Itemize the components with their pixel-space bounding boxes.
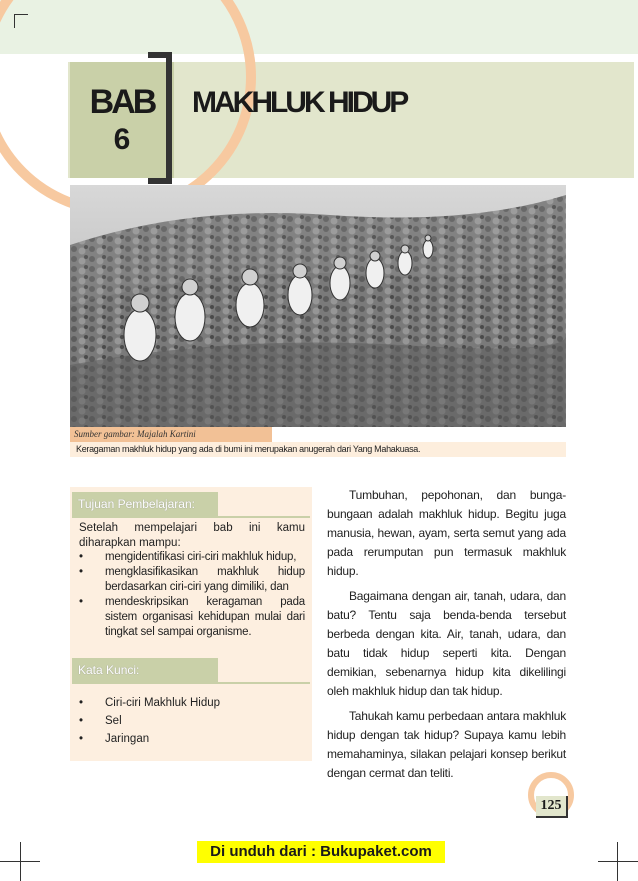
list-item: • mengklasifikasikan makhluk hidup berdasarkan ciri-ciri yang dimiliki, dan (79, 565, 305, 595)
tujuan-list (79, 550, 305, 640)
figure-caption: Keragaman makhluk hidup yang ada di bumi ini merupakan anugerah dari Yang Mahakuasa. (70, 442, 566, 457)
tujuan-heading: Tujuan Pembelajaran: (72, 492, 218, 516)
kata-kunci-divider (72, 682, 310, 684)
chapter-number: 6 (113, 123, 131, 156)
page-number: 125 (540, 798, 562, 813)
list-item: • Sel (79, 712, 220, 730)
kata-kunci-heading: Kata Kunci: (72, 658, 218, 682)
crop-mark-bottom-left-v (20, 842, 21, 881)
crop-mark-bottom-right-v (617, 842, 618, 881)
list-item: • mengidentifikasi ciri-ciri makhluk hidup, (79, 550, 305, 565)
body-paragraph: Tumbuhan, pepohonan, dan bunga-bungaan adalah makhluk hidup. Begitu juga manusia, hewan, ayam, serta semut yang ada pada rerumputan pun termasuk makhluk hidup. (327, 488, 566, 578)
chapter-title: MAKHLUK HIDUP (192, 86, 407, 119)
tujuan-divider (72, 516, 310, 518)
list-item: • mendeskripsikan keragaman pada sistem organisasi kehidupan mulai dari tingkat sel sampai organisme. (79, 595, 305, 640)
download-banner: Di unduh dari : Bukupaket.com (197, 841, 445, 863)
chapter-bracket (148, 52, 172, 184)
body-text (327, 486, 566, 789)
list-item: • Ciri-ciri Makhluk Hidup (79, 694, 220, 712)
crop-mark-bottom-right-h (598, 861, 638, 862)
kata-kunci-list (79, 694, 220, 748)
body-paragraph: Tahukah kamu perbedaan antara makhluk hidup dengan tak hidup? Supaya kamu lebih memahaminya, silakan pelajari konsep berikut dengan cermat dan teliti. (327, 709, 566, 780)
body-paragraph: Bagaimana dengan air, tanah, udara, dan batu? Tentu saja benda-benda tersebut berbeda dengan kita. Air, tanah, udara, dan batu tidak hidup seperti kita. Dengan demikian, sebenarnya hidup kita dikelilingi oleh makhluk hidup dan tak hidup. (327, 589, 566, 698)
chapter-label: BAB (89, 83, 155, 121)
figure-source: Sumber gambar: Majalah Kartini (70, 427, 272, 442)
list-item: • Jaringan (79, 730, 220, 748)
tujuan-intro: Setelah mempelajari bab ini kamu diharapkan mampu: (79, 522, 305, 549)
chapter-photo (70, 185, 566, 427)
